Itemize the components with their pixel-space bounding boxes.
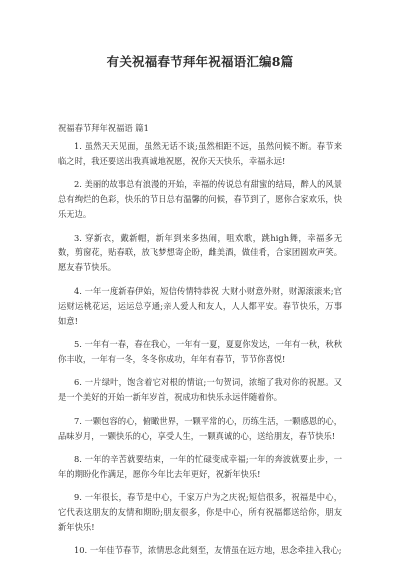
paragraph-1: 1. 虽然天天见面，虽然无话不谈;虽然相距不远，虽然问候不断。春节来临之时，我还要送出我真诚地祝愿，祝你天天快乐，幸福永远!	[58, 141, 342, 166]
paragraph-5: 5. 一年有一春，春在我心，一年有一夏，夏夏你发达，一年有一秋，秋秋你丰收，一年有一冬，冬冬你成功，年年有春节，节节你喜悦!	[58, 338, 342, 364]
paragraph-3: 3. 穿新衣，戴新帽，新年到来多热闹，咀欢歌，跳high舞，幸福多无数，剪窗花，贴春联，放飞梦想寄企盼，雌美酒，做佳肴，合家团圆欢声笑。愿友春节快乐。	[58, 232, 342, 273]
paragraph-9: 9. 一年很长，春节是中心，千家万户为之庆祝;短信很多，祝福是中心，它代表这朋友的友情和期盼;朋友很多，你是中心，所有祝福都送给你，朋友新年快乐!	[58, 492, 342, 533]
paragraph-8: 8. 一年的辛苦就要结束，一年的忙碌变成幸福;一年的奔波就要止步，一年的期盼化作满足，愿你今年比去年更好，祝新年快乐!	[58, 453, 342, 479]
section-heading: 祝福春节拜年祝福语 篇1	[58, 123, 149, 133]
paragraph-10: 10. 一年佳节春节，浓情思念此刻至，友情虽在远方地，思念牵挂入我心;	[74, 545, 342, 556]
document-body	[58, 139, 342, 567]
paragraph-2: 2. 美丽的故事总有浪漫的开始，幸福的传说总有甜蜜的结局，醉人的风景总有绚烂的色彩，快乐的节日总有温馨的问候，春节到了，愿你合家欢乐，快乐无边。	[58, 179, 342, 220]
document-title: 有关祝福春节拜年祝福语汇编8篇	[106, 54, 294, 69]
paragraph-4: 4. 一年一度新春伊始，短信传情特恭祝 大财小财意外财，财源滚滚来;官运财运桃花运，运运总亨通;亲人爱人和友人，人人都平安。春节快乐，万事如意!	[58, 285, 342, 326]
paragraph-7: 7. 一颗包容的心，俯瞰世界，一颗平常的心，历练生活，一颗感恩的心，品味岁月，一颗快乐的心，享受人生，一颗真诚的心，送给朋友，春节快乐!	[58, 415, 342, 441]
paragraph-6: 6. 一片绿叶，饱含着它对根的情谊;一句贺词，浓缩了我对你的祝愿。又是一个美好的开始一新年岁首，祝成功和快乐永远伴随着你。	[58, 377, 342, 403]
